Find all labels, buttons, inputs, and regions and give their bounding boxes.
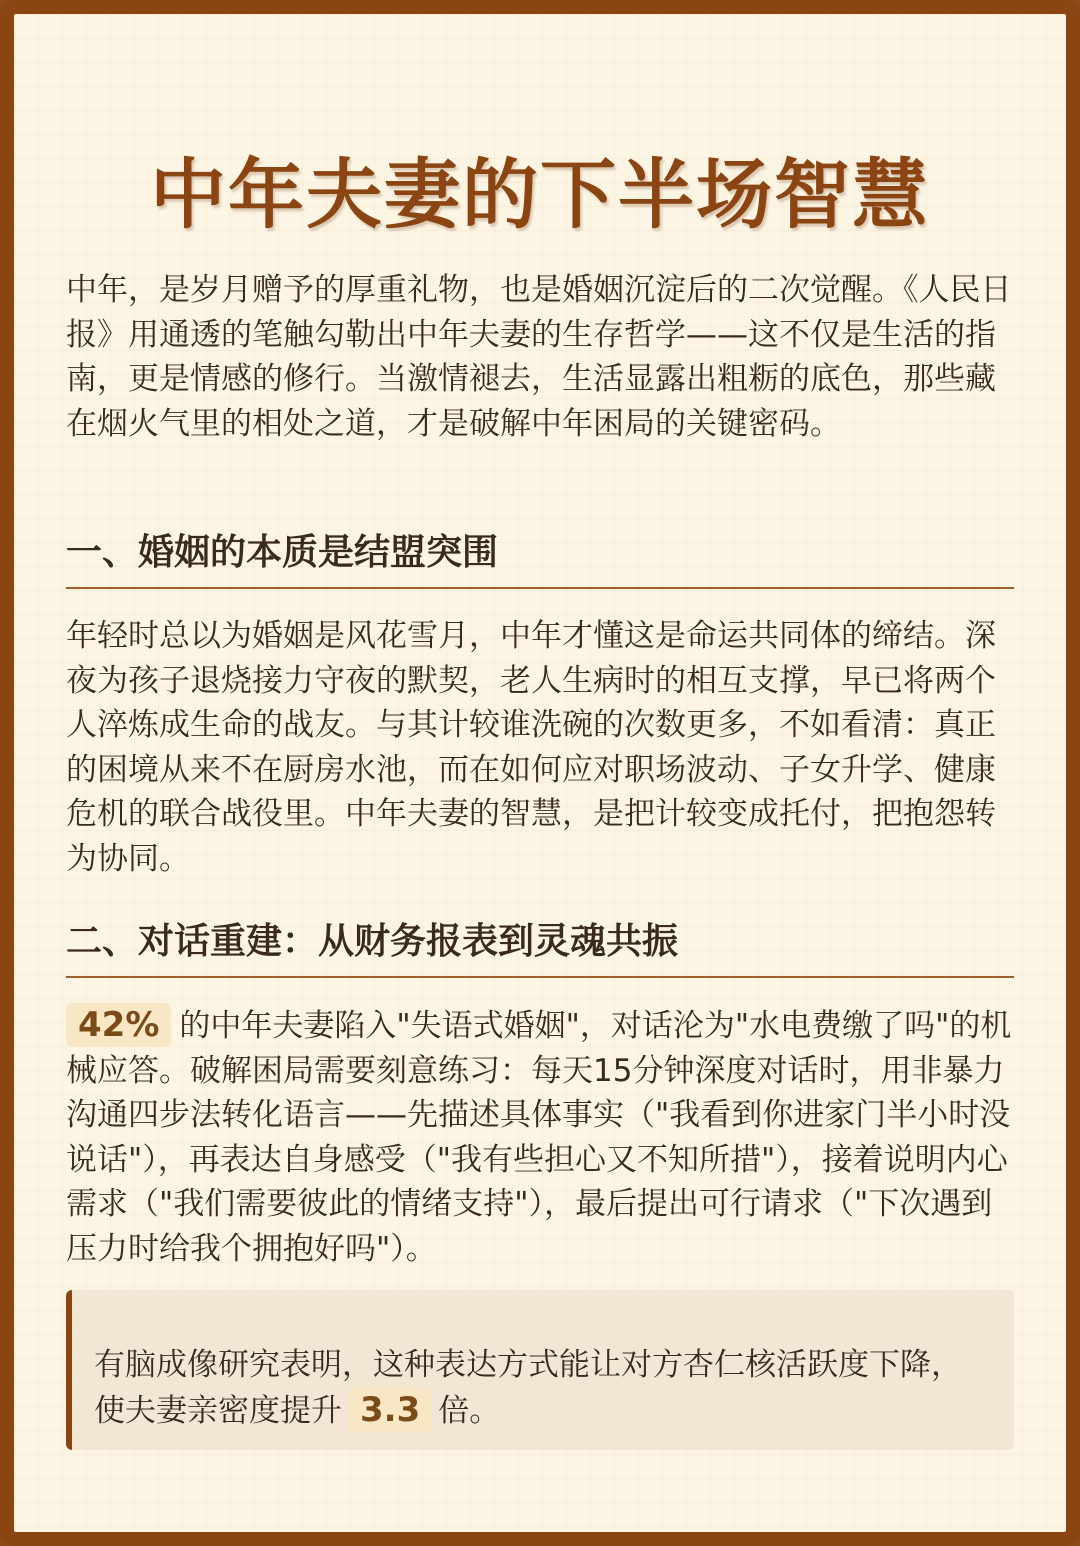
page-title: 中年夫妻的下半场智慧 (150, 150, 930, 239)
callout-text-before: 有脑成像研究表明，这种表达方式能让对方杏仁核活跃度下降，使夫妻亲密度提升 (94, 1347, 962, 1429)
intro-paragraph: 中年，是岁月赠予的厚重礼物，也是婚姻沉淀后的二次觉醒。《人民日报》用通透的笔触勾勒出中年夫妻的生存哲学——这不仅是生活的指南，更是情感的修行。当激情褪去，生活显露出粗粝的底色，那些藏在烟火气里的相处之道，才是破解中年困局的关键密码。 (66, 272, 1012, 442)
research-callout (66, 1290, 1014, 1450)
section-2-paragraph (66, 1003, 1014, 1272)
callout-text-after: 倍。 (438, 1393, 501, 1429)
section-2-text: 的中年夫妻陷入"失语式婚姻"，对话沦为"水电费缴了吗"的机械应答。破解困局需要刻意练习：每天15分钟深度对话时，用非暴力沟通四步法转化语言——先描述具体事实（"我看到你进家门半小时没说话"），再表达自身感受（"我有些担心又不知所措"），接着说明内心需求（"我们需要彼此的情绪支持"），最后提出可行请求（"下次遇到压力时给我个拥抱好吗"）。 (66, 1008, 1012, 1267)
section-heading-2: 二、对话重建：从财务报表到灵魂共振 (66, 913, 1014, 978)
stat-highlight-42: 42% (66, 1003, 171, 1047)
callout-text (94, 1342, 990, 1434)
section-heading-1: 一、婚姻的本质是结盟突围 (66, 524, 1014, 589)
section-1-paragraph: 年轻时总以为婚姻是风花雪月，中年才懂这是命运共同体的缔结。深夜为孩子退烧接力守夜的默契，老人生病时的相互支撑，早已将两个人淬炼成生命的战友。与其计较谁洗碗的次数更多，不如看清：真正的困境从来不在厨房水池，而在如何应对职场波动、子女升学、健康危机的联合战役里。中年夫妻的智慧，是把计较变成托付，把抱怨转为协同。 (66, 618, 996, 877)
stat-highlight-3-3: 3.3 (348, 1388, 432, 1432)
